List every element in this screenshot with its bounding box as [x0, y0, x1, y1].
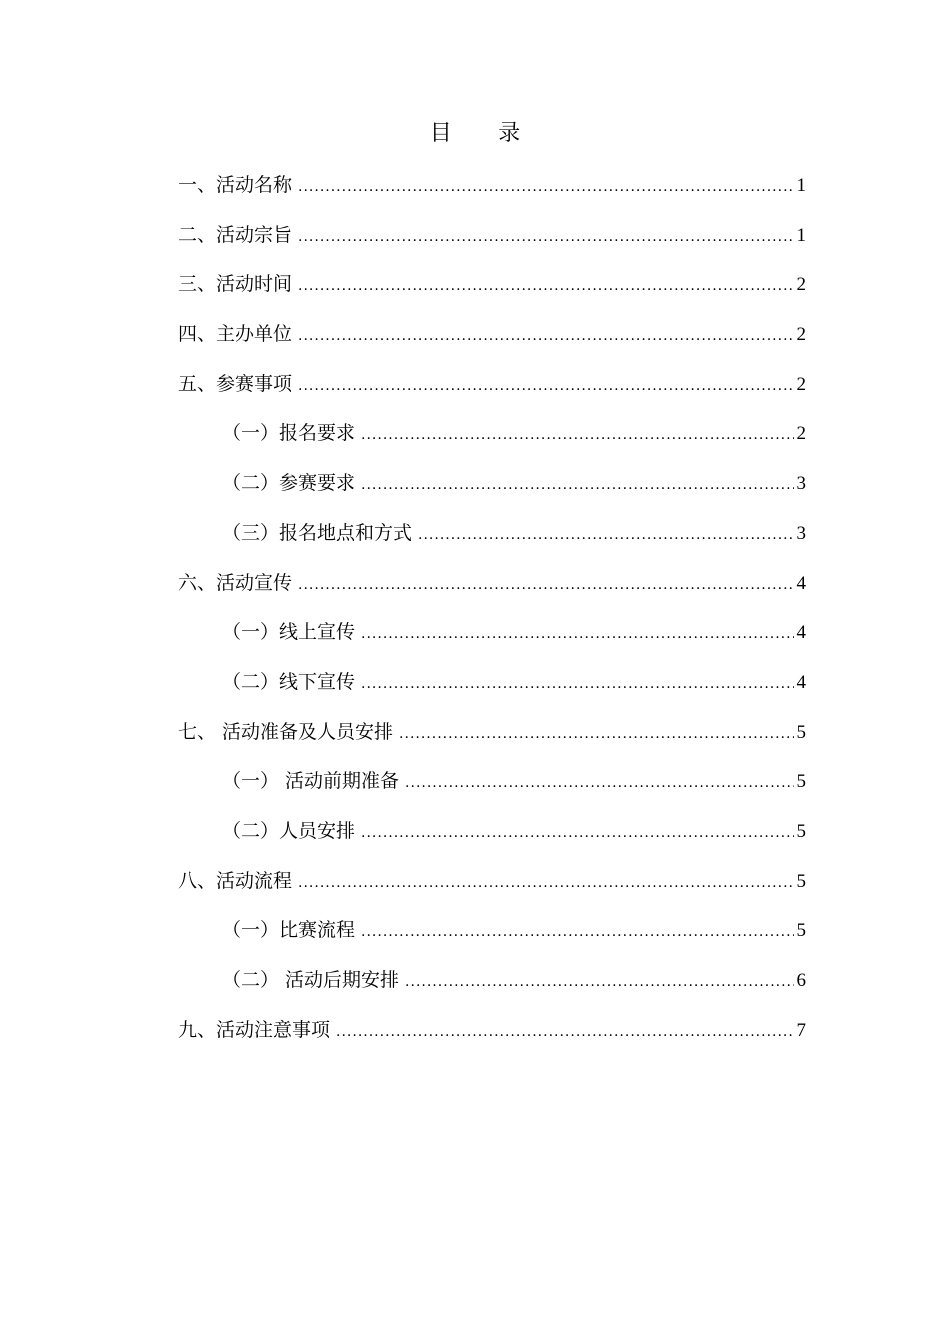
toc-subentry[interactable]	[178, 459, 806, 509]
toc-entry-text: 三、活动时间	[178, 273, 293, 296]
toc-page-number: 2	[796, 274, 806, 296]
toc-subentry[interactable]	[178, 906, 806, 956]
toc-entry-text: 九、活动注意事项	[178, 1018, 331, 1041]
toc-entry-text: 四、主办单位	[178, 323, 293, 346]
toc-page-number: 4	[796, 622, 806, 644]
toc-dot-leader	[418, 511, 793, 561]
toc-subentry[interactable]	[178, 509, 806, 559]
toc-page-number: 3	[796, 473, 806, 495]
toc-dot-leader	[361, 809, 793, 859]
toc-entry-text: （一）报名要求	[222, 422, 356, 445]
toc-list	[178, 161, 806, 1055]
toc-entry-text: 五、参赛事项	[178, 372, 293, 395]
toc-page-number: 4	[796, 671, 806, 693]
toc-entry[interactable]	[178, 360, 806, 410]
toc-page-number: 5	[796, 920, 806, 942]
toc-subentry[interactable]	[178, 409, 806, 459]
toc-page-number: 2	[796, 324, 806, 346]
toc-entry-text: （一） 活动前期准备	[222, 770, 400, 793]
toc-entry[interactable]	[178, 211, 806, 261]
toc-entry[interactable]	[178, 310, 806, 360]
toc-dot-leader	[405, 958, 793, 1008]
toc-entry-text: 一、活动名称	[178, 174, 293, 196]
toc-dot-leader	[298, 561, 793, 611]
toc-entry-text: （二） 活动后期安排	[222, 969, 400, 991]
toc-title: 目 录	[429, 121, 541, 146]
toc-dot-leader	[361, 610, 793, 660]
toc-entry[interactable]	[178, 857, 806, 907]
toc-entry-text: （二）参赛要求	[222, 472, 356, 495]
toc-subentry[interactable]	[178, 757, 806, 807]
toc-dot-leader	[336, 1008, 793, 1058]
toc-subentry[interactable]	[178, 807, 806, 857]
toc-page-number: 3	[796, 522, 806, 544]
toc-entry[interactable]	[178, 161, 806, 211]
toc-subentry[interactable]	[178, 658, 806, 708]
toc-dot-leader	[361, 461, 793, 511]
toc-entry-text: （二）人员安排	[222, 819, 356, 842]
toc-entry-text: （三）报名地点和方式	[222, 521, 413, 544]
toc-dot-leader	[298, 362, 793, 412]
toc-page-number: 2	[796, 423, 806, 445]
toc-entry[interactable]	[178, 1006, 806, 1056]
toc-dot-leader	[298, 163, 793, 213]
toc-page-number: 5	[796, 771, 806, 793]
toc-entry-text: 七、 活动准备及人员安排	[178, 720, 394, 743]
toc-entry-text: （一）比赛流程	[222, 919, 356, 942]
toc-subentry[interactable]	[178, 608, 806, 658]
toc-dot-leader	[399, 710, 793, 760]
toc-entry-text: （二）线下宣传	[222, 670, 356, 693]
toc-page-number: 5	[796, 870, 806, 892]
toc-dot-leader	[361, 660, 793, 710]
toc-entry[interactable]	[178, 260, 806, 310]
toc-dot-leader	[298, 213, 793, 263]
toc-dot-leader	[361, 411, 793, 461]
toc-page-number: 1	[796, 224, 806, 246]
toc-page-number: 4	[796, 572, 806, 594]
toc-page-number: 2	[796, 373, 806, 395]
toc-dot-leader	[298, 859, 793, 909]
toc-entry-text: （一）线上宣传	[222, 621, 356, 644]
toc-page-number: 6	[796, 970, 806, 991]
toc-dot-leader	[361, 908, 793, 958]
toc-entry-text: 六、活动宣传	[178, 571, 293, 594]
toc-entry[interactable]	[178, 708, 806, 758]
toc-subentry[interactable]	[178, 956, 806, 1006]
toc-entry-text: 八、活动流程	[178, 869, 293, 892]
toc-dot-leader	[405, 759, 793, 809]
toc-page-number: 7	[796, 1019, 806, 1041]
toc-page-number: 1	[796, 175, 806, 196]
toc-page-number: 5	[796, 721, 806, 743]
toc-entry[interactable]	[178, 559, 806, 609]
toc-page-number: 5	[796, 820, 806, 842]
toc-entry-text: 二、活动宗旨	[178, 223, 293, 246]
toc-dot-leader	[298, 262, 793, 312]
toc-dot-leader	[298, 312, 793, 362]
